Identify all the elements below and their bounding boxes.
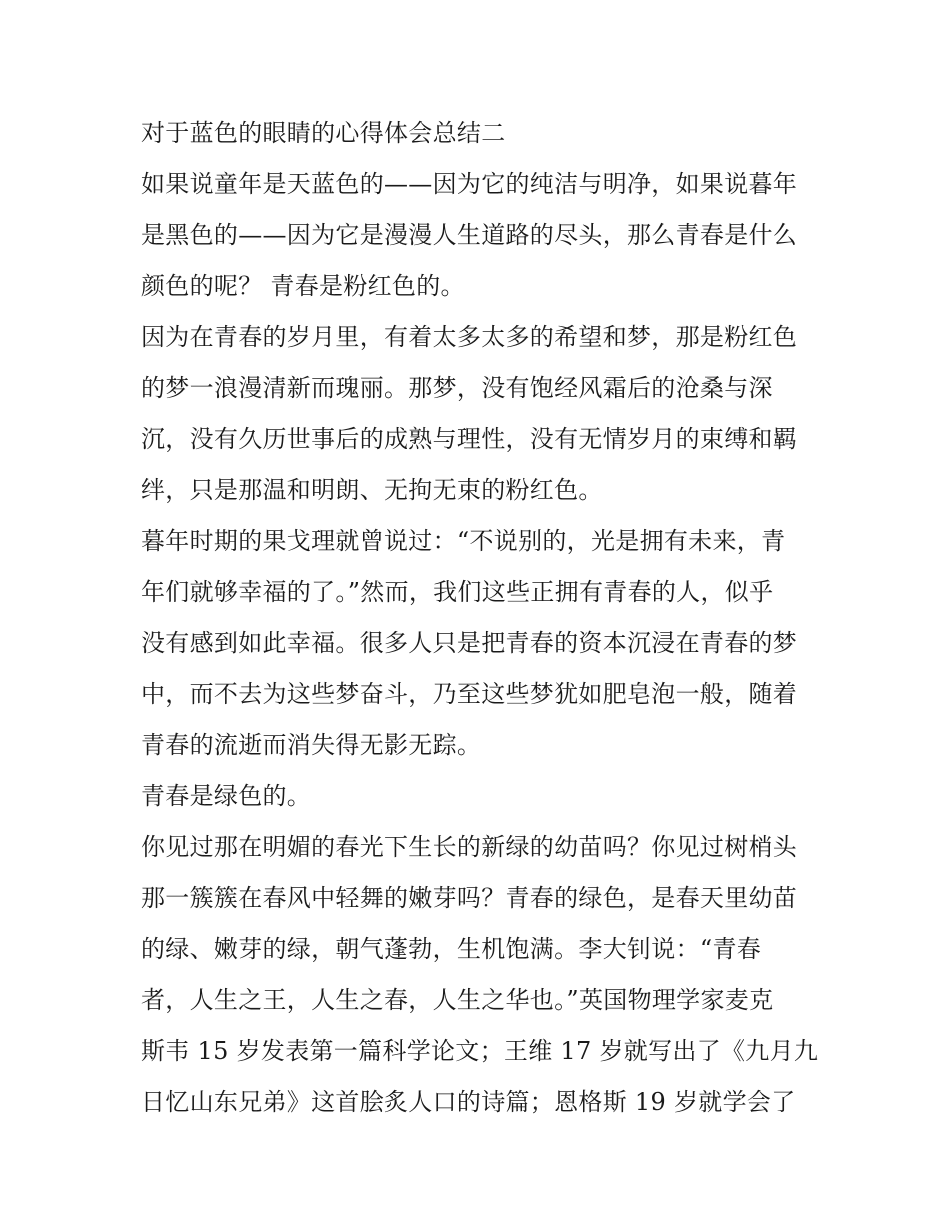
text-line: 那一簇簇在春风中轻舞的嫩芽吗？青春的绿色，是春天里幼苗 <box>141 884 798 912</box>
text-line: 日忆山东兄弟》这首脍炙人口的诗篇；恩格斯 19 岁就学会了 <box>141 1088 796 1116</box>
text-line: 者，人生之王，人生之春，人生之华也。”英国物理学家麦克 <box>141 986 774 1014</box>
text-line: 因为在青春的岁月里，有着太多太多的希望和梦，那是粉红色 <box>141 323 798 351</box>
text-line: 中，而不去为这些梦奋斗，乃至这些梦犹如肥皂泡一般，随着 <box>141 680 798 708</box>
text-line: 的梦一浪漫清新而瑰丽。那梦，没有饱经风霜后的沧桑与深 <box>141 374 773 402</box>
text-line: 颜色的呢？ 青春是粉红色的。 <box>141 272 465 300</box>
text-line: 的绿、嫩芽的绿，朝气蓬勃，生机饱满。李大钊说：“青春 <box>141 935 762 963</box>
text-line: 暮年时期的果戈理就曾说过：“不说别的，光是拥有未来，青 <box>141 527 786 555</box>
text-line: 绊，只是那温和明朗、无拘无束的粉红色。 <box>141 476 603 504</box>
text-line: 如果说童年是天蓝色的——因为它的纯洁与明净，如果说暮年 <box>141 170 798 198</box>
text-line: 沉，没有久历世事后的成熟与理性，没有无情岁月的束缚和羁 <box>141 425 798 453</box>
document-body <box>141 108 821 1128</box>
text-line: 是黑色的——因为它是漫漫人生道路的尽头，那么青春是什么 <box>141 221 798 249</box>
text-line: 没有感到如此幸福。很多人只是把青春的资本沉浸在青春的梦 <box>141 629 798 657</box>
text-line: 青春的流逝而消失得无影无踪。 <box>141 731 482 759</box>
text-line: 你见过那在明媚的春光下生长的新绿的幼苗吗？你见过树梢头 <box>141 833 798 861</box>
text-line: 斯韦 15 岁发表第一篇科学论文；王维 17 岁就写出了《九月九 <box>141 1037 819 1065</box>
text-line: 青春是绿色的。 <box>141 782 312 810</box>
text-line: 年们就够幸福的了。”然而，我们这些正拥有青春的人，似乎 <box>141 578 774 606</box>
document-title: 对于蓝色的眼睛的心得体会总结二 <box>141 119 506 147</box>
